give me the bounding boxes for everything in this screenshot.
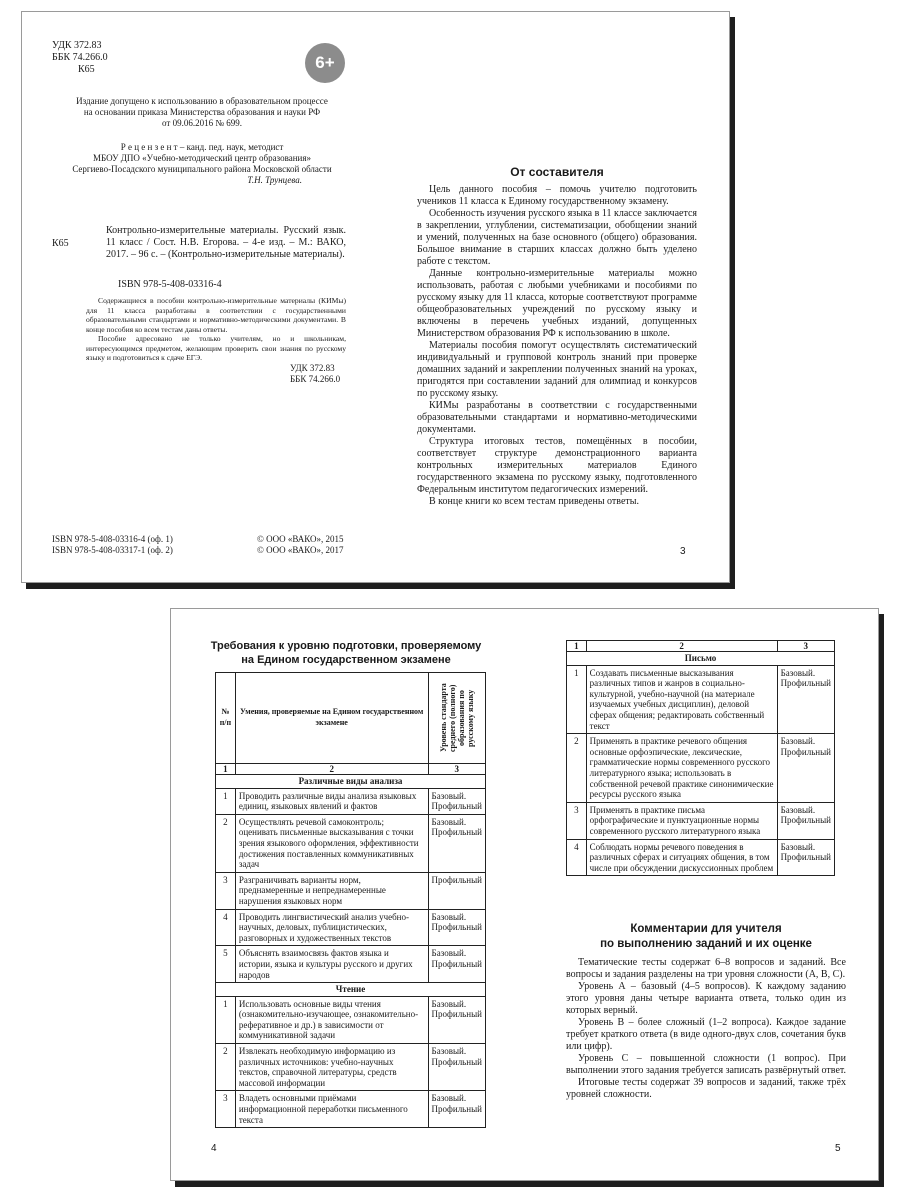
row-number: 4 bbox=[216, 909, 236, 946]
row-number: 2 bbox=[216, 1044, 236, 1091]
section-row bbox=[567, 652, 835, 666]
comments-paragraph: Уровень В – более сложный (1–2 вопроса). Каждое задание требует краткого ответа (в виде одного-двух слов, сочетания букв или цифр). bbox=[566, 1017, 846, 1052]
approval-line: от 09.06.2016 № 699. bbox=[162, 118, 242, 128]
annotation bbox=[86, 296, 346, 363]
row-number: 1 bbox=[567, 665, 587, 734]
annotation-paragraph: Пособие адресовано не только учителям, но и школьникам, интересующимся предметом, желающим проверить свои знания по русскому языку и подготовиться к сдаче ЕГЭ. bbox=[86, 334, 346, 362]
row-skill: Создавать письменные высказывания различных типов и жанров в социально-культурной, учебно-научной (на материале изучаемых учебных дисциплин), деловой сферах общения; редактировать собственный текст bbox=[586, 665, 777, 734]
isbn-line: ISBN 978-5-408-03317-1 (оф. 2) bbox=[52, 545, 173, 555]
isbn-line: ISBN 978-5-408-03316-4 (оф. 1) bbox=[52, 534, 173, 544]
udc-line: УДК 372.83 bbox=[52, 40, 102, 51]
column-index: 2 bbox=[586, 641, 777, 652]
row-level: Базовый. Профильный bbox=[777, 734, 834, 803]
row-level: Базовый. Профильный bbox=[777, 665, 834, 734]
title-line: Требования к уровню подготовки, проверяемому bbox=[210, 640, 482, 652]
row-level: Базовый. Профильный bbox=[428, 946, 485, 983]
section-title: Чтение bbox=[216, 983, 486, 997]
row-level: Базовый. Профильный bbox=[428, 814, 485, 872]
comments-paragraph: Уровень А – базовый (4–5 вопросов). К каждому заданию этого уровня даны четыре варианта ответа, только один из которых верный. bbox=[566, 981, 846, 1016]
row-level: Базовый. Профильный bbox=[777, 802, 834, 839]
row-number: 2 bbox=[567, 734, 587, 803]
title-line: по выполнению заданий и их оценке bbox=[600, 938, 812, 950]
preface-paragraph: Структура итоговых тестов, помещённых в пособии, соответствует структуре демонстрационного варианта контрольных измерительных материалов Единого государственного экзамена по русскому языку, подготовленного Федеральным институтом педагогических измерений. bbox=[417, 436, 697, 495]
table-row bbox=[567, 802, 835, 839]
column-header-level bbox=[428, 673, 485, 764]
page-number-left: 4 bbox=[211, 1143, 217, 1154]
column-header-number: № п/п bbox=[216, 673, 236, 764]
row-level: Базовый. Профильный bbox=[777, 839, 834, 876]
column-index: 2 bbox=[235, 764, 428, 775]
table-row bbox=[567, 839, 835, 876]
row-skill: Проводить лингвистический анализ учебно-научных, деловых, публицистических, разговорных и художественных текстов bbox=[235, 909, 428, 946]
udc-line: УДК 372.83 bbox=[290, 363, 335, 373]
table-row bbox=[216, 1091, 486, 1128]
level-header-text: Уровень стандарта среднего (полного) образования по русскому языку bbox=[438, 683, 475, 753]
row-skill: Осуществлять речевой самоконтроль; оценивать письменные высказывания с точки зрения языкового оформления, эффективности достижения поставленных коммуникативных задач bbox=[235, 814, 428, 872]
column-index: 1 bbox=[567, 641, 587, 652]
row-number: 5 bbox=[216, 946, 236, 983]
row-level: Профильный bbox=[428, 872, 485, 909]
preface-paragraph: Цель данного пособия – помочь учителю подготовить учеников 11 класса к Единому государственному экзамену. bbox=[417, 184, 697, 207]
catalog-code: К65 bbox=[52, 238, 69, 249]
comments-paragraph: Уровень С – повышенной сложности (1 вопрос). При выполнении этого задания требуется записать развёрнутый ответ. bbox=[566, 1053, 846, 1076]
catalog-isbn: ISBN 978-5-408-03316-4 bbox=[118, 279, 222, 290]
reviewer-line: МБОУ ДПО «Учебно-методический центр образования» bbox=[93, 153, 311, 163]
column-index-row bbox=[567, 641, 835, 652]
annotation-paragraph: Содержащиеся в пособии контрольно-измерительные материалы (КИМы) для 11 класса разработаны в соответствии с государственными образовательными стандартами и нормативно-методическими документами. В конце пособия ко всем тестам даны ответы. bbox=[86, 296, 346, 334]
preface-paragraph: Данные контрольно-измерительные материалы можно использовать, работая с любыми учебниками и пособиями по русскому языку для 11 класса, которые соответствуют программе общеобразовательных учреждений по русскому языку и включены в перечень учебных изданий, допущенных Министерством образования РФ к использованию в школе. bbox=[417, 268, 697, 339]
table-row bbox=[216, 909, 486, 946]
row-skill: Использовать основные виды чтения (ознакомительно-изучающее, ознакомительно-реферативное и др.) в зависимости от коммуникативной задачи bbox=[235, 996, 428, 1043]
row-number: 2 bbox=[216, 814, 236, 872]
udc-block bbox=[52, 40, 172, 76]
column-index: 3 bbox=[777, 641, 834, 652]
copyright-line: © ООО «ВАКО», 2015 bbox=[257, 534, 344, 544]
page-number: 3 bbox=[680, 546, 686, 557]
row-level: Базовый. Профильный bbox=[428, 1091, 485, 1128]
row-skill: Соблюдать нормы речевого поведения в различных сферах и ситуациях общения, в том числе при обсуждении дискуссионных проблем bbox=[586, 839, 777, 876]
bbk-line: ББК 74.266.0 bbox=[52, 52, 108, 63]
reviewer-line: Сергиево-Посадского муниципального района Московской области bbox=[72, 164, 332, 174]
title-line: Комментарии для учителя bbox=[630, 923, 782, 935]
row-skill: Объяснять взаимосвязь фактов языка и истории, языка и культуры русского и других народов bbox=[235, 946, 428, 983]
table-row bbox=[567, 665, 835, 734]
comments-paragraph: Тематические тесты содержат 6–8 вопросов и заданий. Все вопросы и задания разделены на три уровня сложности (А, В, С). bbox=[566, 957, 846, 980]
column-index: 1 bbox=[216, 764, 236, 775]
preface-body bbox=[417, 184, 697, 508]
row-number: 3 bbox=[567, 802, 587, 839]
row-number: 3 bbox=[216, 1091, 236, 1128]
section-row bbox=[216, 775, 486, 789]
row-level: Базовый. Профильный bbox=[428, 1044, 485, 1091]
row-number: 3 bbox=[216, 872, 236, 909]
age-rating-badge: 6+ bbox=[305, 43, 345, 83]
row-number: 4 bbox=[567, 839, 587, 876]
copyright-line: © ООО «ВАКО», 2017 bbox=[257, 545, 344, 555]
preface-title: От составителя bbox=[510, 165, 604, 179]
bbk-line: ББК 74.266.0 bbox=[290, 374, 341, 384]
table-header-row bbox=[216, 673, 486, 764]
row-skill: Проводить различные виды анализа языковых единиц, языковых явлений и фактов bbox=[235, 788, 428, 814]
preface-paragraph: КИМы разработаны в соответствии с государственными образовательными стандартами и нормативно-методическими документами. bbox=[417, 400, 697, 435]
page-spread-top bbox=[21, 11, 730, 583]
requirements-title bbox=[201, 639, 491, 667]
column-index: 3 bbox=[428, 764, 485, 775]
approval-line: на основании приказа Министерства образования и науки РФ bbox=[83, 107, 321, 117]
approval-line: Издание допущено к использованию в образовательном процессе bbox=[76, 96, 328, 106]
copyright-list bbox=[257, 534, 377, 556]
section-title: Письмо bbox=[567, 652, 835, 666]
row-skill: Извлекать необходимую информацию из различных источников: учебно-научных текстов, справочной литературы, средств массовой информации bbox=[235, 1044, 428, 1091]
row-skill: Применять в практике письма орфографические и пунктуационные нормы современного русского литературного языка bbox=[586, 802, 777, 839]
table-row bbox=[216, 946, 486, 983]
title-line: на Едином государственном экзамене bbox=[241, 654, 451, 666]
reviewer-line: Р е ц е н з е н т – канд. пед. наук, методист bbox=[120, 142, 284, 152]
row-skill: Разграничивать варианты норм, преднамеренные и непреднамеренные нарушения языковых норм bbox=[235, 872, 428, 909]
section-title: Различные виды анализа bbox=[216, 775, 486, 789]
reviewer-name: Т.Н. Трунцева. bbox=[247, 175, 302, 185]
approval-note bbox=[42, 96, 362, 129]
row-number: 1 bbox=[216, 788, 236, 814]
page-spread-bottom bbox=[170, 608, 879, 1181]
column-index-row bbox=[216, 764, 486, 775]
preface-paragraph: Особенность изучения русского языка в 11 классе заключается в закреплении, углублении, систематизации, обобщении знаний и умений, полученных на базе основного (общего) образования. Большое внимание в старших классах должно быть уделено работе с текстом. bbox=[417, 208, 697, 267]
row-skill: Владеть основными приёмами информационной переработки письменного текста bbox=[235, 1091, 428, 1128]
row-level: Базовый. Профильный bbox=[428, 909, 485, 946]
comments-title bbox=[566, 922, 846, 952]
section-row bbox=[216, 983, 486, 997]
comments-body bbox=[566, 957, 846, 1101]
column-header-skills: Умения, проверяемые на Едином государственном экзамене bbox=[235, 673, 428, 764]
row-skill: Применять в практике речевого общения основные орфоэпические, лексические, грамматические нормы современного русского литературного языка; использовать в собственной речевой практике синонимические ресурсы русского языка bbox=[586, 734, 777, 803]
row-level: Базовый. Профильный bbox=[428, 996, 485, 1043]
isbn-list bbox=[52, 534, 252, 556]
writing-table bbox=[566, 640, 835, 876]
table-row bbox=[216, 814, 486, 872]
author-mark: К65 bbox=[78, 64, 95, 75]
preface-paragraph: Материалы пособия помогут осуществлять систематический индивидуальный и групповой контроль знаний при проверке домашних заданий и закреплении полученных знаний на уроках, пригодятся при составлении заданий для олимпиад и конкурсов по русскому языку. bbox=[417, 340, 697, 399]
row-number: 1 bbox=[216, 996, 236, 1043]
udc-bottom bbox=[290, 363, 380, 385]
preface-paragraph: В конце книги ко всем тестам приведены ответы. bbox=[429, 496, 639, 507]
requirements-table bbox=[215, 672, 486, 1128]
table-row bbox=[216, 1044, 486, 1091]
comments-paragraph: Итоговые тесты содержат 39 вопросов и заданий, также трёх уровней сложности. bbox=[566, 1077, 846, 1100]
table-row bbox=[216, 996, 486, 1043]
reviewer-block bbox=[42, 142, 362, 186]
table-row bbox=[567, 734, 835, 803]
page-number-right: 5 bbox=[835, 1143, 841, 1154]
row-level: Базовый. Профильный bbox=[428, 788, 485, 814]
table-row bbox=[216, 788, 486, 814]
catalog-entry: Контрольно-измерительные материалы. Русский язык. 11 класс / Сост. Н.В. Егорова. – 4-е изд. – М.: ВАКО, 2017. – 96 с. – (Контрольно-измерительные материалы). bbox=[106, 225, 346, 260]
table-row bbox=[216, 872, 486, 909]
